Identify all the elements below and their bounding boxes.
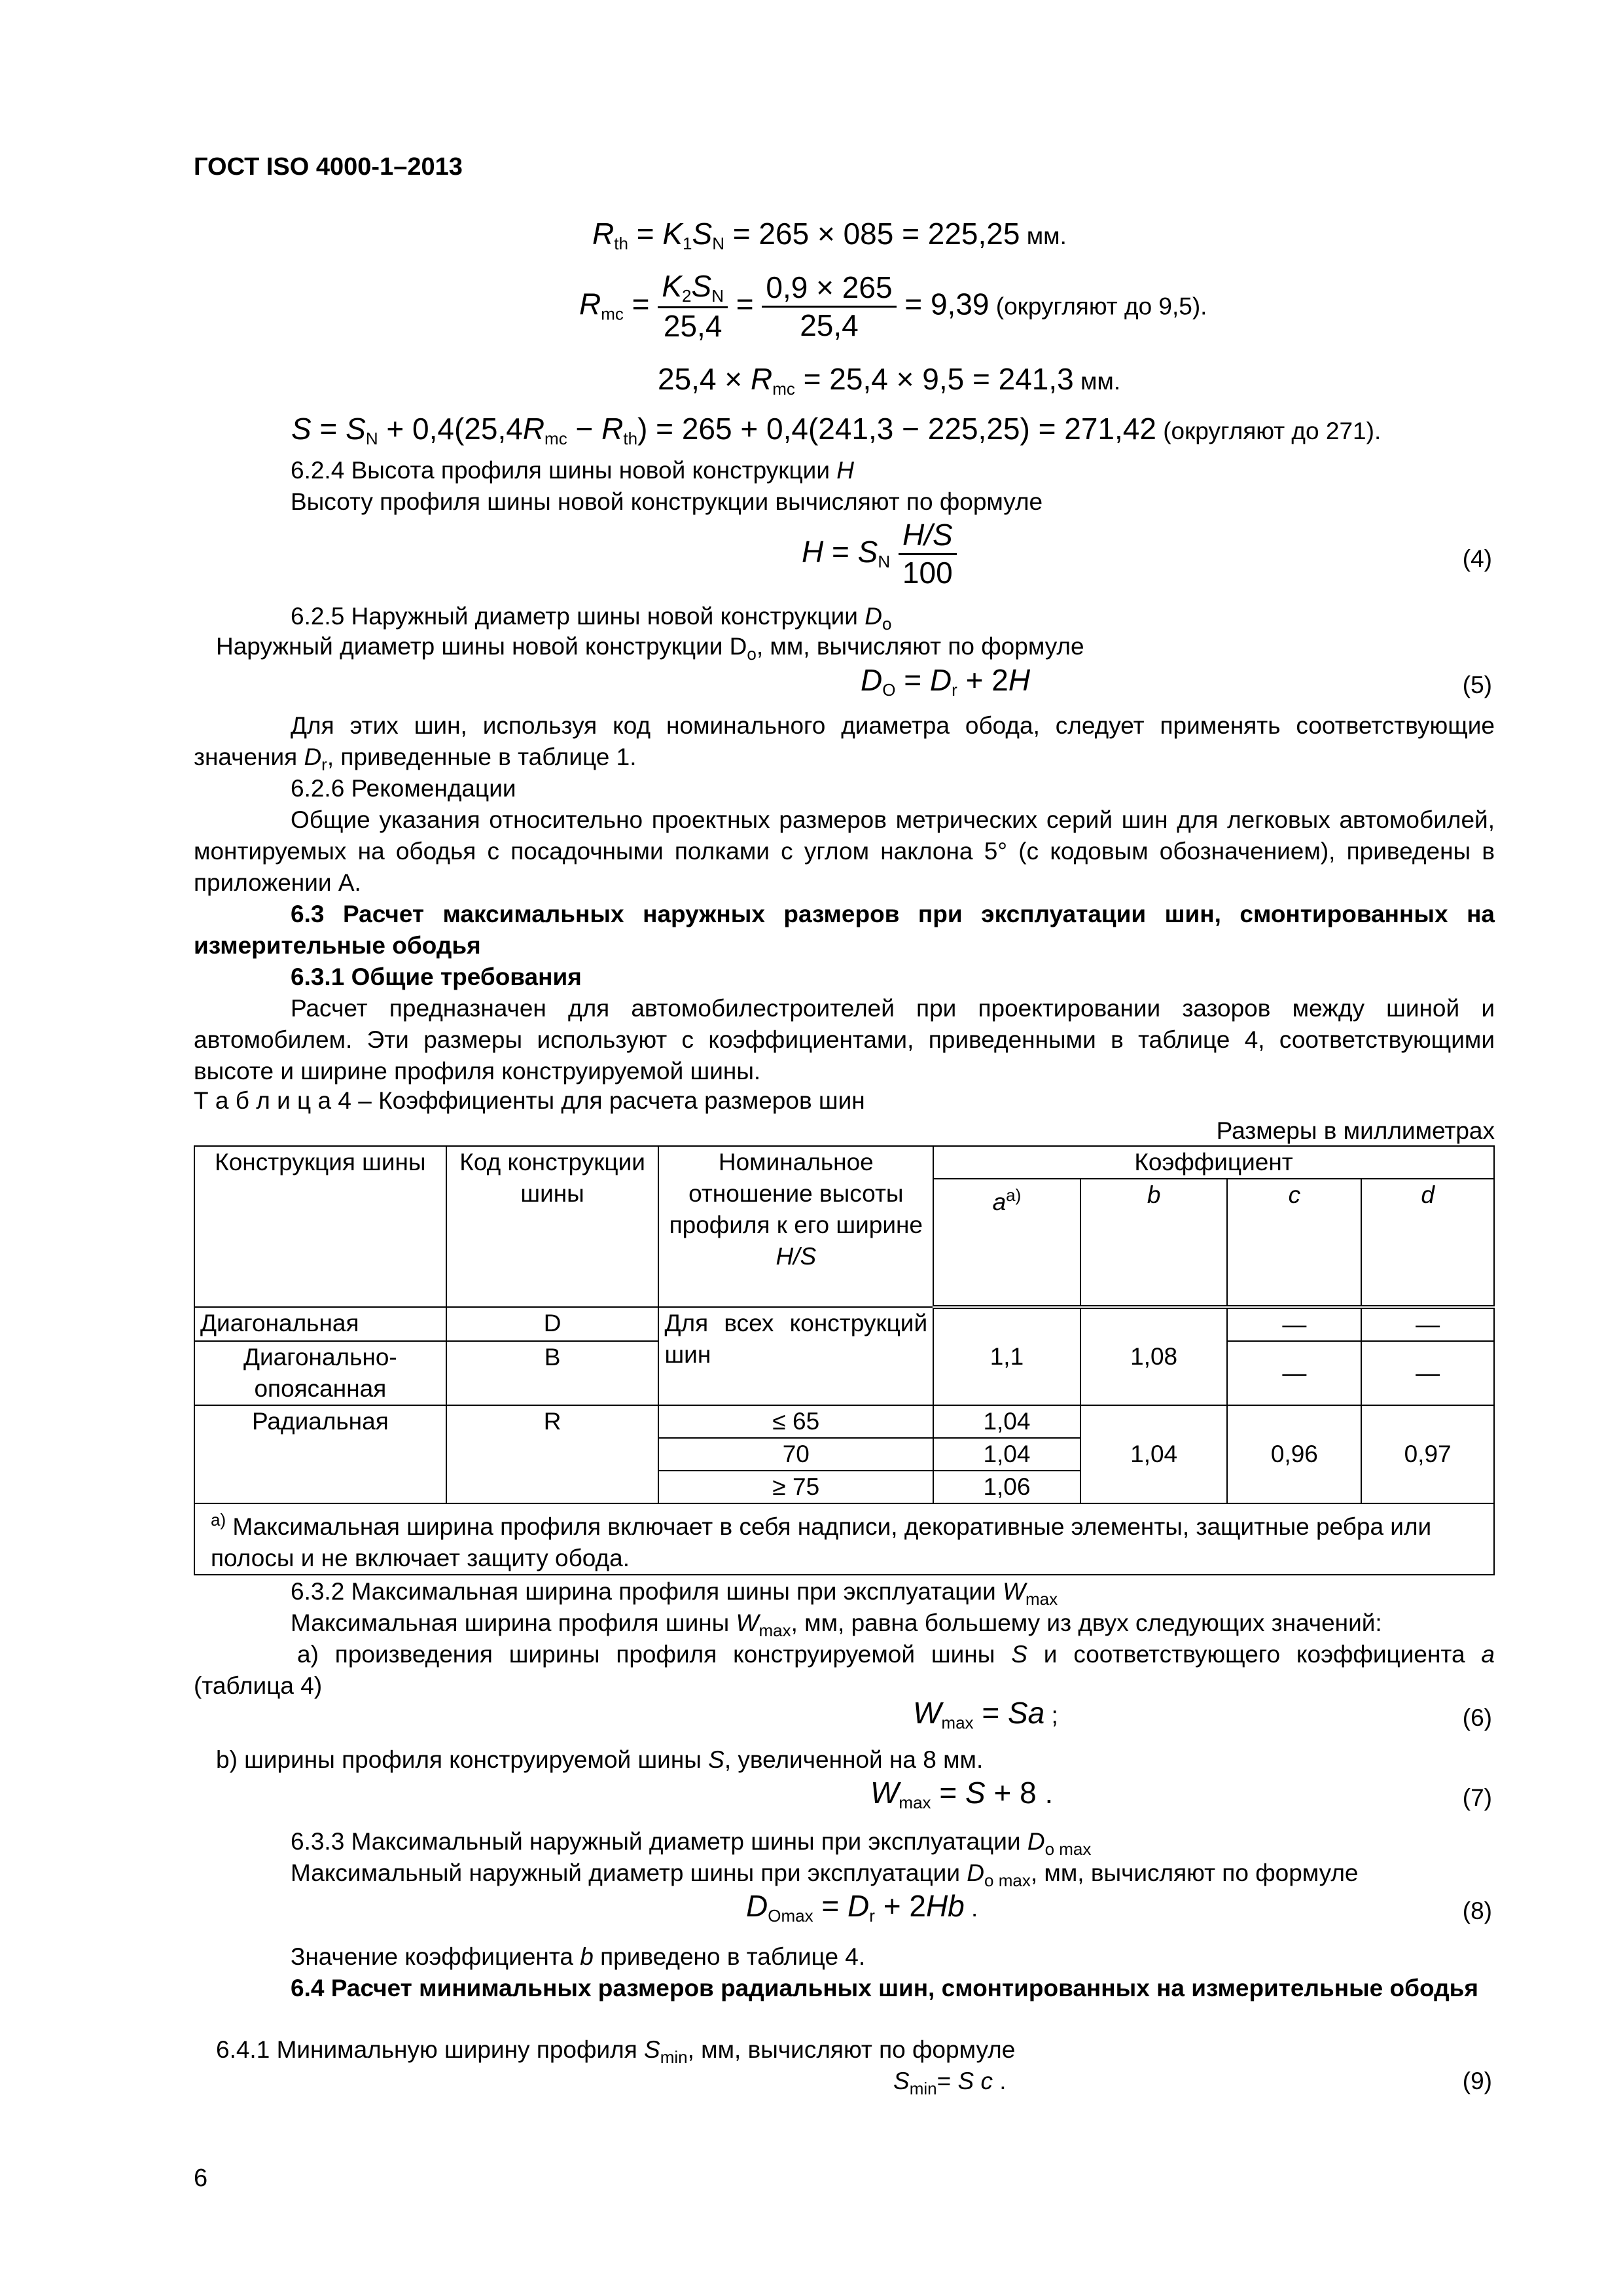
section-6-3-2-title: 6.3.2 Максимальная ширина профиля шины при эксплуатации $W_{max}$ — [291, 1578, 1058, 1609]
cell-r1-a: 1,04 — [933, 1405, 1080, 1438]
cell-r-b: 1,04 — [1080, 1405, 1228, 1503]
equation-number-8: (8) — [1462, 1897, 1492, 1924]
cell-radial-name: Радиальная — [194, 1405, 446, 1503]
page-number: 6 — [194, 2164, 208, 2192]
section-6-3-1-title: 6.3.1 Общие требования — [291, 963, 582, 990]
section-6-4-1-text: 6.4.1 Минимальную ширину профиля $S_{min}$, мм, вычисляют по формуле — [216, 2036, 1016, 2067]
cell-radial-code: R — [446, 1405, 659, 1503]
section-6-3-3-note: Значение коэффициента b приведено в таблице 4. — [291, 1943, 866, 1970]
section-6-3-2-item-b: b) ширины профиля конструируемой шины S, увеличенной на 8 мм. — [216, 1746, 984, 1773]
cell-b-db: 1,08 — [1080, 1307, 1228, 1405]
section-6-3-3-text: Максимальный наружный диаметр шины при эксплуатации $D_{o max}$, мм, вычисляют по формуле — [291, 1859, 1359, 1890]
table-4-footnote: $^{a)}$ Максимальная ширина профиля включает в себя надписи, декоративные элементы, защитные ребра или полосы и не включает защиту обода. — [194, 1503, 1494, 1575]
cell-r-c: 0,96 — [1227, 1405, 1361, 1503]
section-6-2-4-title: 6.2.4 Высота профиля шины новой конструкции H — [291, 457, 855, 484]
table-4-caption: Т а б л и ц а 4 – Коэффициенты для расчета размеров шин — [194, 1087, 865, 1114]
cell-c-diag: — — [1227, 1307, 1361, 1341]
cell-diag-code: D — [446, 1307, 659, 1341]
section-6-2-4-text: Высоту профиля шины новой конструкции вычисляют по формуле — [291, 488, 1043, 515]
cell-a-db: 1,1 — [933, 1307, 1080, 1405]
formula-4: $H = S_N$ $\frac{H/S}{100}$ — [802, 517, 957, 591]
section-6-2-6-text: Общие указания относительно проектных размеров метрических серий шин для легковых автомобилей, монтируемых на ободья с посадочными полками с углом наклона 5° (с кодовым обозначением), приведены в приложении А. — [194, 806, 1495, 896]
cell-r2-ratio: 70 — [658, 1438, 933, 1471]
equation-number-5: (5) — [1462, 672, 1492, 698]
section-6-2-6-title: 6.2.6 Рекомендации — [291, 775, 516, 802]
section-6-3-3-title: 6.3.3 Максимальный наружный диаметр шины при эксплуатации $D_{o max}$ — [291, 1828, 1092, 1859]
formula-25-4-rmc: $25,4 \times R_{mc} = 25,4 \times 9,5 = 241,3$ мм. — [658, 362, 1121, 399]
formula-9: $S_{min}= S$ c . — [893, 2068, 1007, 2098]
section-6-3-title: 6.3 Расчет максимальных наружных размеров при эксплуатации шин, смонтированных на измерительные ободья — [194, 901, 1495, 959]
table-4 — [194, 1145, 1495, 1575]
formula-6: $W_{max} = Sa$ ; — [913, 1696, 1058, 1732]
table-4-units: Размеры в миллиметрах — [1216, 1117, 1495, 1144]
cell-r-d: 0,97 — [1361, 1405, 1494, 1503]
equation-number-9: (9) — [1462, 2068, 1492, 2094]
cell-r3-ratio: ≥ 75 — [658, 1471, 933, 1503]
formula-rth: $R_{th} = K_1S_N = 265 \times 085 = 225,25$ мм. — [592, 217, 1067, 253]
section-6-4-title: 6.4 Расчет минимальных размеров радиальных шин, смонтированных на измерительные ободья — [291, 1975, 1478, 2001]
formula-8: $D_{Omax} = D_r + 2Hb$ . — [746, 1889, 978, 1926]
formula-5: $D_O = D_r + 2H$ — [861, 663, 1031, 700]
section-6-3-2-item-a: а) произведения ширины профиля конструируемой шины S и соответствующего коэффициента a (таблица 4) — [194, 1641, 1495, 1699]
header-d: d — [1361, 1179, 1494, 1307]
cell-diag-name: Диагональная — [194, 1307, 446, 1341]
header-b: b — [1080, 1179, 1228, 1307]
equation-number-7: (7) — [1462, 1784, 1492, 1811]
header-construction: Конструкция шины — [194, 1146, 446, 1307]
header-coefficient: Коэффициент — [933, 1146, 1494, 1179]
section-6-3-2-text: Максимальная ширина профиля шины $W_{max}$, мм, равна большему из двух следующих значений: — [291, 1609, 1382, 1640]
section-6-3-1-text: Расчет предназначен для автомобилестроителей при проектировании зазоров между шиной и автомобилем. Эти размеры используют с коэффициентами, приведенными в таблице 4, соответствующими высоте и ширине профиля конструируемой шины. — [194, 995, 1495, 1085]
header-a: $a^{a)}$ — [933, 1179, 1080, 1307]
cell-r2-a: 1,04 — [933, 1438, 1080, 1471]
section-6-2-5-title: 6.2.5 Наружный диаметр шины новой конструкции $D_o$ — [291, 603, 892, 634]
formula-rmc: $R_{mc}$ = $\frac{K_2S_N}{25,4}$ = $\frac{0,9 \times 265}{25,4}$ = 9,39 (округляют до 9,5). — [579, 269, 1207, 344]
header-ratio: Номинальное отношение высоты профиля к его ширине H/S — [658, 1146, 933, 1307]
formula-s: $S = S_N + 0,4(25,4R_{mc} - R_{th}) = 265 + 0,4(241,3 - 225,25) = 271,42$ (округляют до 271). — [291, 412, 1382, 448]
cell-r1-ratio: ≤ 65 — [658, 1405, 933, 1438]
cell-diagbelt-name: Диагонально-опоясанная — [194, 1341, 446, 1405]
document-code: ГОСТ ISO 4000-1–2013 — [194, 153, 463, 181]
section-6-2-5-note: Для этих шин, используя код номинального диаметра обода, следует применять соответствующие значения $D_r$, приведенные в таблице 1. — [194, 712, 1495, 774]
cell-d-diagbelt: — — [1361, 1341, 1494, 1405]
cell-r3-a: 1,06 — [933, 1471, 1080, 1503]
cell-d-diag: — — [1361, 1307, 1494, 1341]
equation-number-4: (4) — [1462, 545, 1492, 572]
cell-diagbelt-code: B — [446, 1341, 659, 1405]
formula-7: $W_{max} = S + 8$ . — [870, 1776, 1054, 1812]
header-code: Код конструкции шины — [446, 1146, 659, 1307]
equation-number-6: (6) — [1462, 1704, 1492, 1731]
section-6-2-5-text: Наружный диаметр шины новой конструкции $D_o$, мм, вычисляют по формуле — [216, 633, 1084, 664]
cell-c-diagbelt: — — [1227, 1341, 1361, 1405]
header-c: c — [1227, 1179, 1361, 1307]
cell-all-constructions: Для всех конструкций шин — [658, 1307, 933, 1405]
